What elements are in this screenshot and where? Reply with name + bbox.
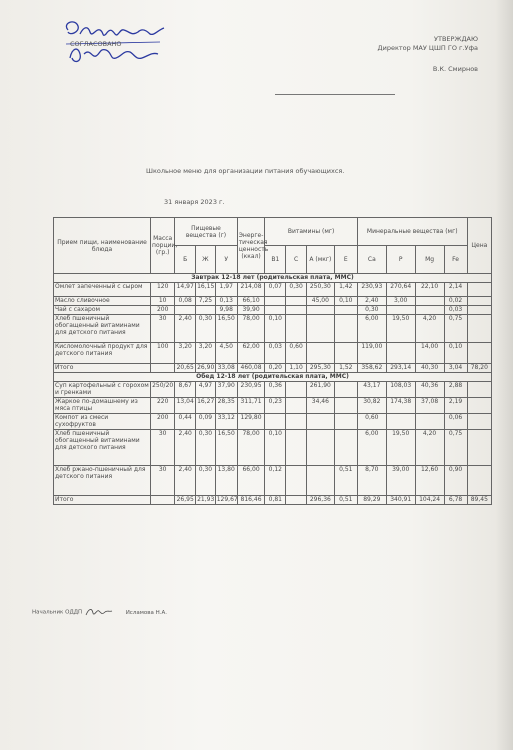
footer-signature bbox=[84, 606, 114, 618]
header-nutrients: Пищевые вещества (г) bbox=[175, 218, 237, 246]
table-row: Хлеб пшеничный обогащенный витаминами для детского питания 30 2,40 0,30 16,50 78,00 0,10 6,00 19,50 4,20 0,75 bbox=[54, 315, 492, 343]
header-c: С bbox=[286, 246, 307, 274]
document-title: Школьное меню для организации питания обучающихся. bbox=[146, 167, 345, 175]
table-row: Жаркое по-домашнему из мяса птицы 220 13,04 16,27 28,35 311,71 0,23 34,46 30,82 174,38 37,08 2,19 bbox=[54, 398, 492, 414]
table-row: Суп картофельный с горохом и гренками 250/20 8,67 4,97 37,90 230,95 0,36 261,90 43,17 108,03 40,36 2,88 bbox=[54, 382, 492, 398]
header-mg: Mg bbox=[415, 246, 444, 274]
approval-position: Директор МАУ ЦШП ГО г.Уфа bbox=[377, 44, 478, 52]
table-row: Омлет запеченный с сыром 120 14,97 16,15 1,97 214,08 0,07 0,30 250,30 1,42 230,93 270,64 22,10 2,14 bbox=[54, 283, 492, 297]
footer-label: Начальник ОДДП bbox=[32, 609, 83, 616]
table-row: Компот из смеси сухофруктов 200 0,44 0,09 33,12 129,80 0,60 0,06 bbox=[54, 414, 492, 430]
header-mass: Масса порции, (гр.) bbox=[151, 218, 175, 274]
table-row-total: Итого 20,65 26,90 33,08 460,08 0,20 1,10 295,30 1,52 358,62 293,14 40,30 3,04 78,20 bbox=[54, 364, 492, 373]
menu-table bbox=[53, 217, 492, 505]
table-row: Чай с сахаром 200 9,98 39,90 0,30 0,03 bbox=[54, 306, 492, 315]
table-row: Масло сливочное 10 0,08 7,25 0,13 66,10 45,00 0,10 2,40 3,00 0,02 bbox=[54, 297, 492, 306]
header-price: Цена bbox=[467, 218, 491, 274]
header-b1: В1 bbox=[265, 246, 286, 274]
table-row: Кисломолочный продукт для детского питания 100 3,20 3,20 4,50 62,00 0,03 0,60 119,00 14,00 0,10 bbox=[54, 343, 492, 364]
header-fe: Fe bbox=[444, 246, 467, 274]
header-e: Е bbox=[334, 246, 357, 274]
header-meal: Прием пищи, наименование блюда bbox=[54, 218, 151, 274]
header-energy: Энерге-тическая ценность (ккал) bbox=[237, 218, 265, 274]
section-title-breakfast: Завтрак 12-18 лет (родительская плата, ММС) bbox=[54, 274, 492, 283]
header-zh: Ж bbox=[196, 246, 216, 274]
table-row: Хлеб пшеничный обогащенный витаминами для детского питания 30 2,40 0,30 16,50 78,00 0,10 6,00 19,50 4,20 0,75 bbox=[54, 430, 492, 466]
header-ca: Са bbox=[357, 246, 386, 274]
approval-block bbox=[318, 35, 478, 74]
header-a: А (мкг) bbox=[307, 246, 335, 274]
footer bbox=[32, 606, 167, 618]
section-title-lunch: Обед 12-18 лет (родительская плата, ММС) bbox=[54, 373, 492, 382]
page-edge-shadow bbox=[495, 0, 513, 750]
soglasovano-label: СОГЛАСОВАНО bbox=[70, 40, 122, 48]
header-p: Р bbox=[386, 246, 415, 274]
header-vitamins: Витамины (мг) bbox=[265, 218, 357, 246]
approval-title: УТВЕРЖДАЮ bbox=[434, 35, 478, 43]
table-row: Хлеб ржано-пшеничный для детского питания 30 2,40 0,30 13,80 66,00 0,12 0,51 8,70 39,00 12,60 0,90 bbox=[54, 466, 492, 496]
table-row-total: Итого 26,95 21,93 129,67 816,46 0,81 296,36 0,51 89,29 340,91 104,24 6,78 89,45 bbox=[54, 496, 492, 505]
header-u: У bbox=[215, 246, 237, 274]
header-b: Б bbox=[175, 246, 196, 274]
header-minerals: Минеральные вещества (мг) bbox=[357, 218, 467, 246]
signature-line bbox=[275, 94, 395, 95]
approval-name: В.К. Смирнов bbox=[432, 65, 478, 73]
footer-name: Исламова Н.А. bbox=[125, 609, 167, 616]
menu-date: 31 января 2023 г. bbox=[164, 198, 225, 206]
